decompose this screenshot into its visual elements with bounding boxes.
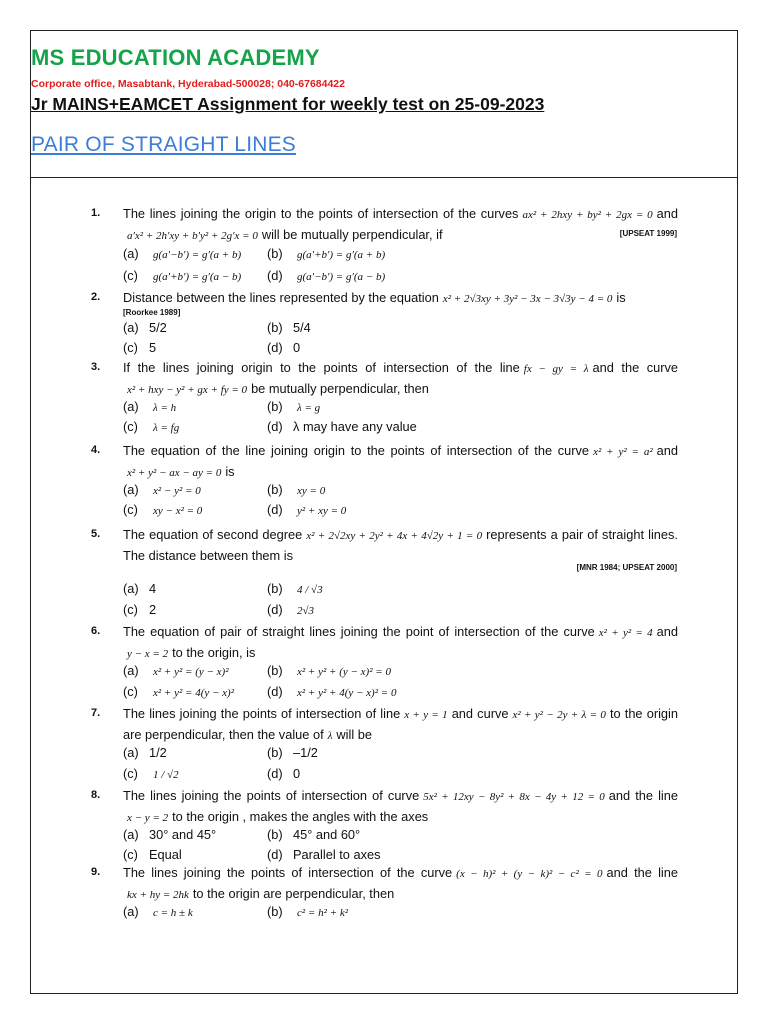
option-d: (d) g(a′−b′) = g′(a − b) [267, 268, 386, 283]
equation: x² + 2√2xy + 2y² + 4x + 4√2y + 1 = 0 [306, 530, 483, 542]
equation: λ [327, 730, 333, 742]
option-c: (c) xy − x² = 0 [123, 502, 203, 517]
question-text: is [616, 290, 626, 305]
option-a: (a) g(a′−b′) = g′(a + b) [123, 246, 242, 261]
equation: x − y = 2 [127, 812, 169, 824]
question-text: The lines joining the points of intersection of line [123, 706, 401, 721]
question-number: 6. [91, 625, 101, 637]
question-text: The lines joining the origin to the points of intersection of the curves [123, 206, 519, 221]
assignment-title: Jr MAINS+EAMCET Assignment for weekly test on 25-09-2023 [31, 94, 545, 114]
equation: ax² + 2hxy + by² + 2gx = 0 [522, 209, 653, 221]
option-a: (a) x² − y² = 0 [123, 482, 201, 497]
option-a: (a) x² + y² = (y − x)² [123, 663, 229, 678]
question-text: and [656, 443, 678, 458]
equation: x² + y² = a² [593, 446, 653, 458]
option-a: (a) c = h ± k [123, 904, 193, 919]
option-d: (d) 0 [267, 340, 301, 355]
question-number: 5. [91, 528, 101, 540]
equation: kx + hy = 2hk [127, 889, 189, 901]
equation: a′x² + 2h′xy + b′y² + 2g′x = 0 [127, 230, 258, 242]
question-text: represents a pair of straight lines. The distance between them is [123, 527, 678, 563]
topic-title: PAIR OF STRAIGHT LINES [31, 133, 297, 156]
option-b: (b) 4 / √3 [267, 581, 323, 596]
option-c: (c) g(a′+b′) = g′(a − b) [123, 268, 242, 283]
equation: (x − h)² + (y − k)² − c² = 0 [456, 868, 603, 880]
question-text: and the line [608, 788, 679, 803]
option-c: (c) 2 [123, 602, 157, 617]
question-text: and [656, 206, 679, 221]
option-d: (d) λ may have any value [267, 419, 417, 434]
option-b: (b) x² + y² + (y − x)² = 0 [267, 663, 391, 678]
question-text: to the origin are perpendicular, then the value of [123, 706, 678, 742]
option-d: (d) 0 [267, 766, 301, 781]
option-d: (d) y² + xy = 0 [267, 502, 347, 517]
option-b: (b) 5/4 [267, 320, 311, 335]
question-text: to the origin , makes the angles with the axes [172, 809, 429, 824]
equation: y − x = 2 [127, 648, 169, 660]
question-text: The equation of the line joining origin to the points of intersection of the curve [123, 443, 590, 458]
question-number: 2. [91, 291, 101, 303]
option-a: (a) 30° and 45° [123, 827, 217, 842]
question-text: The equation of pair of straight lines joining the point of intersection of the curve [123, 624, 595, 639]
option-b: (b) 45° and 60° [267, 827, 361, 842]
question-text: is [225, 464, 235, 479]
question-text: The equation of second degree [123, 527, 303, 542]
question-number: 9. [91, 866, 101, 878]
question-text: and [656, 624, 679, 639]
source-tag: [UPSEAT 1999] [619, 229, 677, 238]
option-c: (c) 5 [123, 340, 157, 355]
option-a: (a) λ = h [123, 399, 177, 414]
option-c: (c) Equal [123, 847, 182, 862]
option-d: (d) 2√3 [267, 602, 315, 617]
header-divider [31, 177, 737, 178]
question-text: will be [336, 727, 372, 742]
question-number: 7. [91, 707, 101, 719]
option-a: (a) 5/2 [123, 320, 167, 335]
option-d: (d) Parallel to axes [267, 847, 381, 862]
question-text: and curve [451, 706, 509, 721]
option-b: (b) xy = 0 [267, 482, 326, 497]
question-text: to the origin are perpendicular, then [192, 886, 395, 901]
question-text: to the origin, is [172, 645, 256, 660]
option-c: (c) λ = fg [123, 419, 180, 434]
option-a: (a) 4 [123, 581, 157, 596]
option-d: (d) x² + y² + 4(y − x)² = 0 [267, 684, 397, 699]
question-number: 3. [91, 361, 101, 373]
question-text: will be mutually perpendicular, if [261, 227, 443, 242]
option-b: (b) –1/2 [267, 745, 318, 760]
source-tag: [Roorkee 1989] [123, 308, 181, 317]
equation: 5x² + 12xy − 8y² + 8x − 4y + 12 = 0 [423, 791, 605, 803]
question-text: The lines joining the points of intersection of the curve [123, 865, 453, 880]
option-c: (c) x² + y² = 4(y − x)² [123, 684, 235, 699]
question-text: and the line [606, 865, 679, 880]
equation: x² + y² − 2y + λ = 0 [512, 709, 606, 721]
address-line: Corporate office, Masabtank, Hyderabad-500028; 040-67684422 [31, 78, 345, 90]
page-frame [30, 30, 738, 994]
question-number: 8. [91, 789, 101, 801]
question-text: and the curve [592, 360, 678, 375]
org-name: MS EDUCATION ACADEMY [31, 45, 320, 70]
equation: fx − gy = λ [523, 363, 589, 375]
option-b: (b) c² = h² + k² [267, 904, 349, 919]
source-tag: [MNR 1984; UPSEAT 2000] [576, 563, 677, 572]
equation: x² + 2√3xy + 3y² − 3x − 3√3y − 4 = 0 [442, 293, 613, 305]
option-a: (a) 1/2 [123, 745, 167, 760]
equation: x² + hxy − y² + gx + fy = 0 [127, 384, 248, 396]
equation: x + y = 1 [404, 709, 448, 721]
question-number: 4. [91, 444, 101, 456]
option-b: (b) g(a′+b′) = g′(a + b) [267, 246, 386, 261]
question-number: 1. [91, 207, 101, 219]
equation: x² + y² = 4 [598, 627, 653, 639]
equation: x² + y² − ax − ay = 0 [127, 467, 222, 479]
question-text: The lines joining the points of intersection of curve [123, 788, 420, 803]
option-b: (b) λ = g [267, 399, 321, 414]
option-c: (c) 1 / √2 [123, 766, 179, 781]
question-text: Distance between the lines represented by the equation [123, 290, 439, 305]
question-text: be mutually perpendicular, then [251, 381, 429, 396]
question-text: If the lines joining origin to the points of intersection of the line [123, 360, 520, 375]
